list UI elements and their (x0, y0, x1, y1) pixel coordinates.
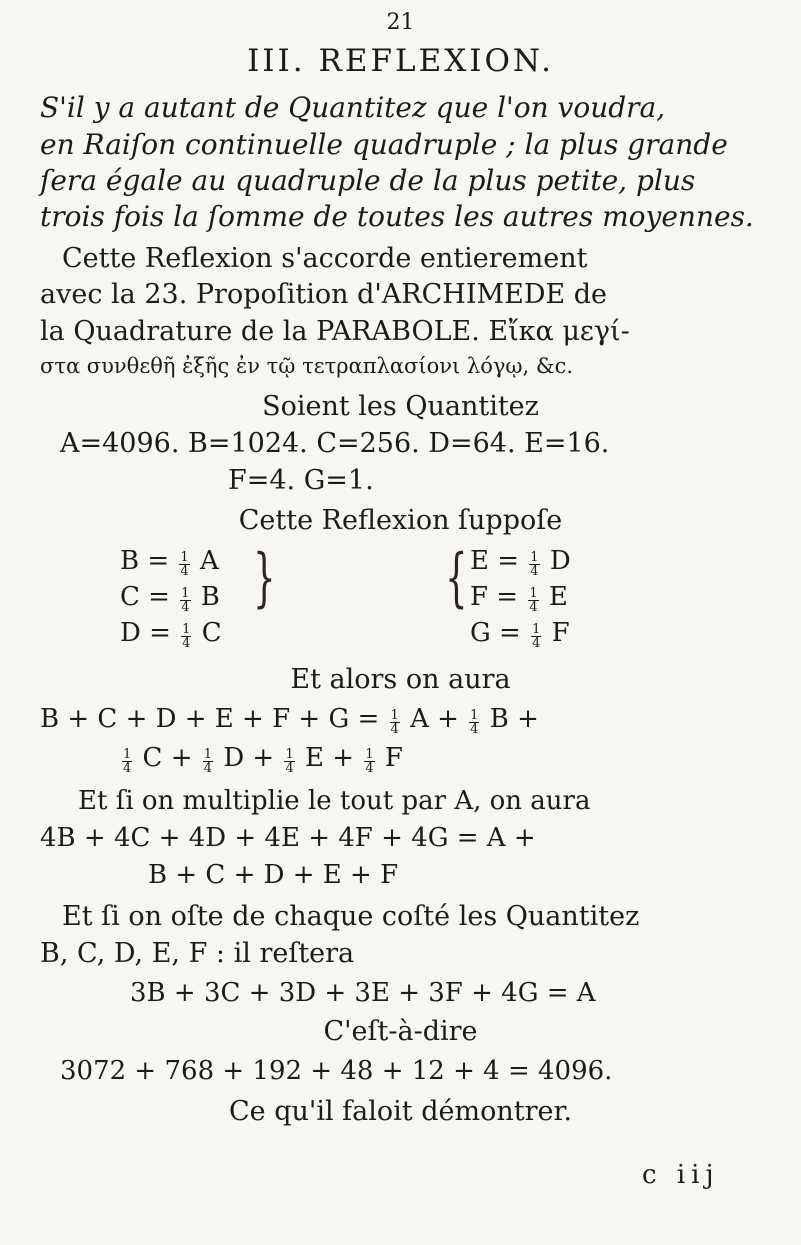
fraction-numerator: 1 (532, 622, 541, 637)
para1-line-1: Cette Reflexion s'accorde entierement (62, 243, 588, 274)
fraction (181, 623, 191, 650)
relation-lhs: F = (470, 582, 519, 612)
fraction (284, 748, 294, 775)
fraction (364, 748, 374, 775)
statement-line-4: trois fois la ſomme de toutes les autres moyennes. (40, 200, 754, 233)
left-brace: { (445, 541, 468, 615)
fraction (528, 587, 538, 614)
statement-line-3: ſera égale au quadruple de la plus petite, plus (40, 164, 696, 197)
page-number: 21 (386, 10, 415, 35)
fraction (180, 587, 190, 614)
statement-line-1: S'il y a autant de Quantitez que l'on voudra, (40, 91, 666, 124)
sum-term: D + (223, 743, 275, 773)
ofte-line-2: B, C, D, E, F : il reſtera (40, 938, 355, 969)
relation-rhs: C (201, 618, 222, 648)
sum-line-1 (40, 706, 539, 736)
sum-term: B + (489, 704, 539, 734)
cestadire-line: C'eſt-à-dire (323, 1016, 478, 1047)
fraction-numerator: 1 (123, 747, 132, 762)
fraction-denominator: 4 (285, 761, 294, 776)
section-heading: III. REFLEXION. (247, 43, 554, 79)
fraction (122, 748, 132, 775)
relation-lhs: G = (470, 618, 521, 648)
multiplie-line: Et ſi on multiplie le tout par A, on aura (78, 786, 591, 816)
relation-rhs: F (551, 618, 570, 648)
fraction-denominator: 4 (203, 761, 213, 776)
sum-term: A + (410, 704, 459, 734)
fraction (179, 551, 189, 578)
relation-row (120, 620, 222, 650)
relation-rhs: E (548, 582, 568, 612)
relation-rhs: A (199, 546, 219, 576)
relation-rhs: B (200, 582, 220, 612)
fraction-numerator: 1 (181, 586, 190, 601)
fraction-numerator: 1 (529, 586, 538, 601)
sum-term: E + (305, 743, 355, 773)
fraction (469, 709, 479, 736)
fraction-denominator: 4 (530, 564, 539, 579)
sum-line-2 (120, 745, 403, 775)
relation-lhs: B = (120, 546, 170, 576)
soient-line: Soient les Quantitez (262, 391, 539, 422)
fraction (531, 623, 541, 650)
fraction-numerator: 1 (470, 708, 479, 723)
fraction-numerator: 1 (390, 708, 399, 723)
fraction (203, 748, 213, 775)
fraction-denominator: 4 (365, 761, 374, 776)
conclusion-line: Ce qu'il faloit démontrer. (229, 1096, 572, 1127)
para1-line-2: avec la 23. Propoſition d'ARCHIMEDE de (40, 279, 608, 310)
relation-row (470, 620, 570, 650)
fraction-numerator: 1 (180, 550, 189, 565)
values-line-1: A=4096. B=1024. C=256. D=64. E=16. (60, 428, 610, 459)
fraction-denominator: 4 (182, 636, 191, 651)
fraction-denominator: 4 (181, 600, 190, 615)
eq4-line-1: 4B + 4C + 4D + 4E + 4F + 4G = A + (40, 823, 536, 853)
relation-lhs: C = (120, 582, 170, 612)
relation-row (470, 548, 571, 578)
ofte-line-1: Et ſi on oſte de chaque coſté les Quantitez (62, 901, 640, 932)
signature-mark: c iij (642, 1160, 720, 1190)
greek-quote: στα συνθεθῆ ἐξῆς ἐν τῷ τετραπλασίονι λόγῳ, &c. (40, 354, 574, 378)
suppose-line: Cette Reflexion ſuppoſe (238, 505, 563, 536)
fraction-numerator: 1 (365, 747, 374, 762)
para1-line-3: la Quadrature de la PARABOLE. Εἴκα μεγί- (40, 316, 630, 347)
relation-rhs: D (549, 546, 571, 576)
fraction-numerator: 1 (203, 747, 213, 762)
fraction-denominator: 4 (123, 761, 132, 776)
relation-lhs: D = (120, 618, 171, 648)
fraction-denominator: 4 (532, 636, 541, 651)
fraction-numerator: 1 (182, 622, 191, 637)
sum-term: F (384, 743, 403, 773)
fraction-denominator: 4 (470, 722, 479, 737)
fraction-denominator: 4 (180, 564, 189, 579)
fraction (529, 551, 539, 578)
statement-line-2: en Raiſon continuelle quadruple ; la plus grande (40, 128, 728, 161)
sum-term: C + (142, 743, 193, 773)
relation-lhs: E = (470, 546, 520, 576)
fraction-numerator: 1 (285, 747, 294, 762)
values-line-2: F=4. G=1. (228, 465, 374, 496)
relation-row (120, 584, 220, 614)
relation-row (470, 584, 568, 614)
fraction-numerator: 1 (530, 550, 539, 565)
eq3-line: 3B + 3C + 3D + 3E + 3F + 4G = A (130, 978, 596, 1008)
fraction-denominator: 4 (529, 600, 538, 615)
fraction (390, 709, 400, 736)
fraction-denominator: 4 (390, 722, 399, 737)
eq4-line-2: B + C + D + E + F (148, 860, 399, 890)
relation-row (120, 548, 219, 578)
right-brace: } (253, 541, 276, 615)
numeric-check: 3072 + 768 + 192 + 48 + 12 + 4 = 4096. (60, 1056, 613, 1086)
sum-left-side: B + C + D + E + F + G = (40, 704, 380, 734)
alors-line: Et alors on aura (290, 664, 511, 695)
